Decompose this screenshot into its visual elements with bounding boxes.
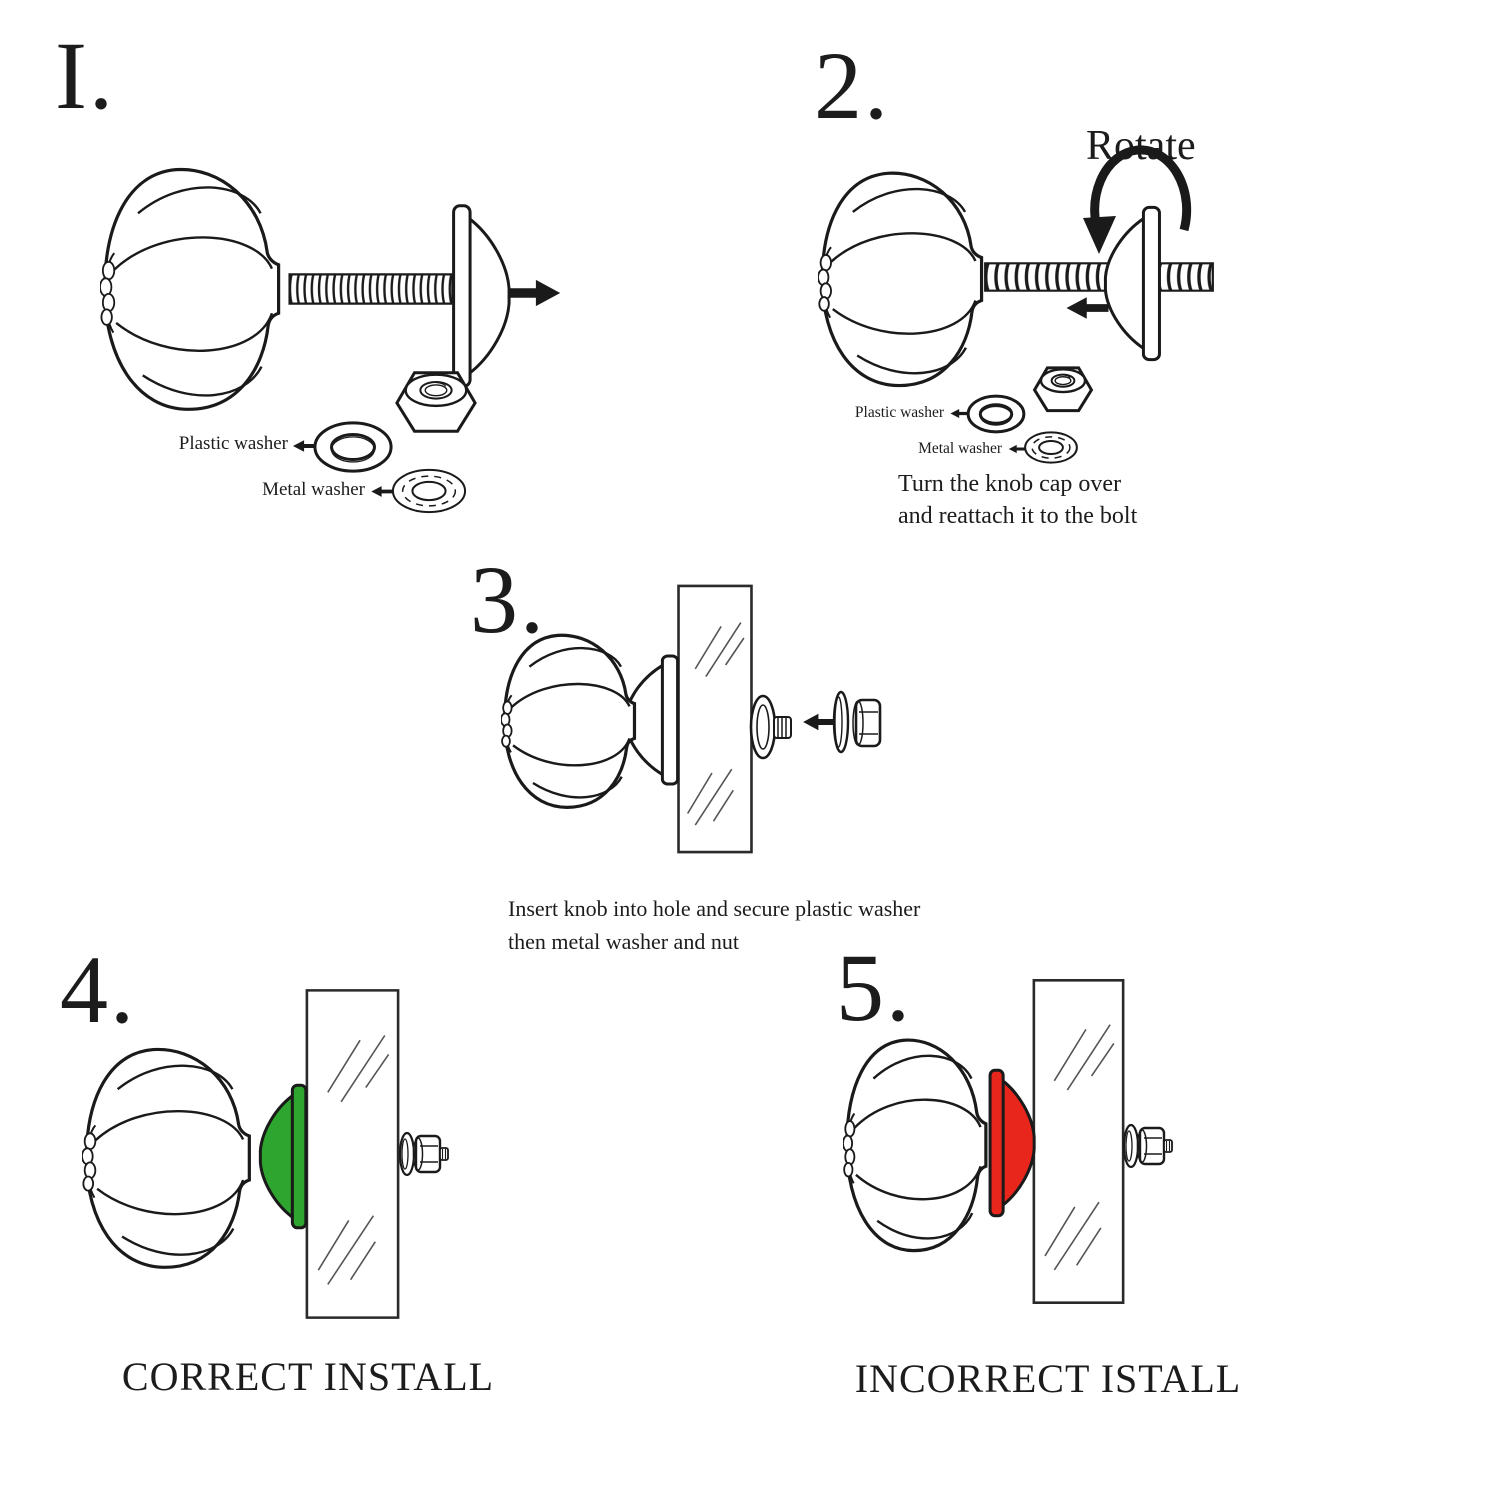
- arrow-left-icon: [1006, 444, 1028, 454]
- rotate-label: Rotate: [1086, 123, 1196, 169]
- bolt-thread: [290, 274, 453, 303]
- board: [1034, 980, 1123, 1302]
- bolt-stub-washer: [751, 696, 791, 758]
- arrow-left-icon: [291, 439, 318, 453]
- hex-nut-side: [853, 700, 880, 746]
- metal-washer-label: Metal washer: [918, 440, 1002, 457]
- hex-nut: [1035, 368, 1092, 411]
- step2-number: 2.: [814, 32, 890, 139]
- knob: [82, 1049, 249, 1267]
- arrow-left-icon: [948, 408, 971, 419]
- step5-number: 5.: [836, 934, 912, 1041]
- board: [307, 990, 398, 1317]
- step3-illustration: [470, 560, 1030, 890]
- knob: [501, 635, 634, 807]
- knob: [100, 169, 279, 409]
- step1-number: I.: [55, 22, 115, 129]
- step3-caption-line1: Insert knob into hole and secure plastic washer: [508, 896, 921, 921]
- plastic-washer: [968, 396, 1024, 432]
- board: [679, 586, 752, 852]
- step2-caption: [898, 468, 1137, 532]
- plastic-washer-label: Plastic washer: [178, 433, 288, 454]
- step2-caption-line2: and reattach it to the bolt: [898, 503, 1138, 529]
- plastic-washer-label: Plastic washer: [854, 404, 944, 421]
- arrow-left-icon: [369, 485, 395, 498]
- knob-cap-reversed: [1105, 207, 1159, 359]
- step4-caption: CORRECT INSTALL: [121, 1354, 495, 1399]
- knob-cap-correct: [260, 1085, 306, 1228]
- knob-cap-incorrect: [990, 1070, 1034, 1216]
- step3-number: 3.: [470, 546, 546, 653]
- step4-number: 4.: [60, 936, 136, 1043]
- step4-illustration: [60, 950, 480, 1330]
- metal-washer-label: Metal washer: [262, 479, 365, 500]
- plastic-washer: [315, 423, 391, 471]
- arrow-left-icon: [1067, 297, 1109, 318]
- nut-and-washer-side: [400, 1133, 448, 1175]
- arrow-left-icon: [803, 714, 835, 730]
- rotate-arrowhead-icon: [1083, 216, 1116, 254]
- arrow-right-icon: [510, 280, 560, 306]
- bolt-thread: [985, 263, 1213, 290]
- step2-caption-line1: Turn the knob cap over: [898, 471, 1122, 497]
- knob: [818, 173, 982, 385]
- hex-nut: [397, 373, 475, 432]
- metal-washer-side: [834, 692, 848, 752]
- knob: [843, 1040, 986, 1251]
- step3-caption-line2: then metal washer and nut: [508, 929, 739, 954]
- nut-and-washer-side: [1124, 1125, 1172, 1167]
- step5-caption: INCORRECT ISTALL: [854, 1356, 1242, 1401]
- metal-washer: [1025, 432, 1077, 462]
- metal-washer: [393, 470, 465, 512]
- step5-illustration: [810, 950, 1270, 1330]
- knob-cap: [454, 206, 509, 386]
